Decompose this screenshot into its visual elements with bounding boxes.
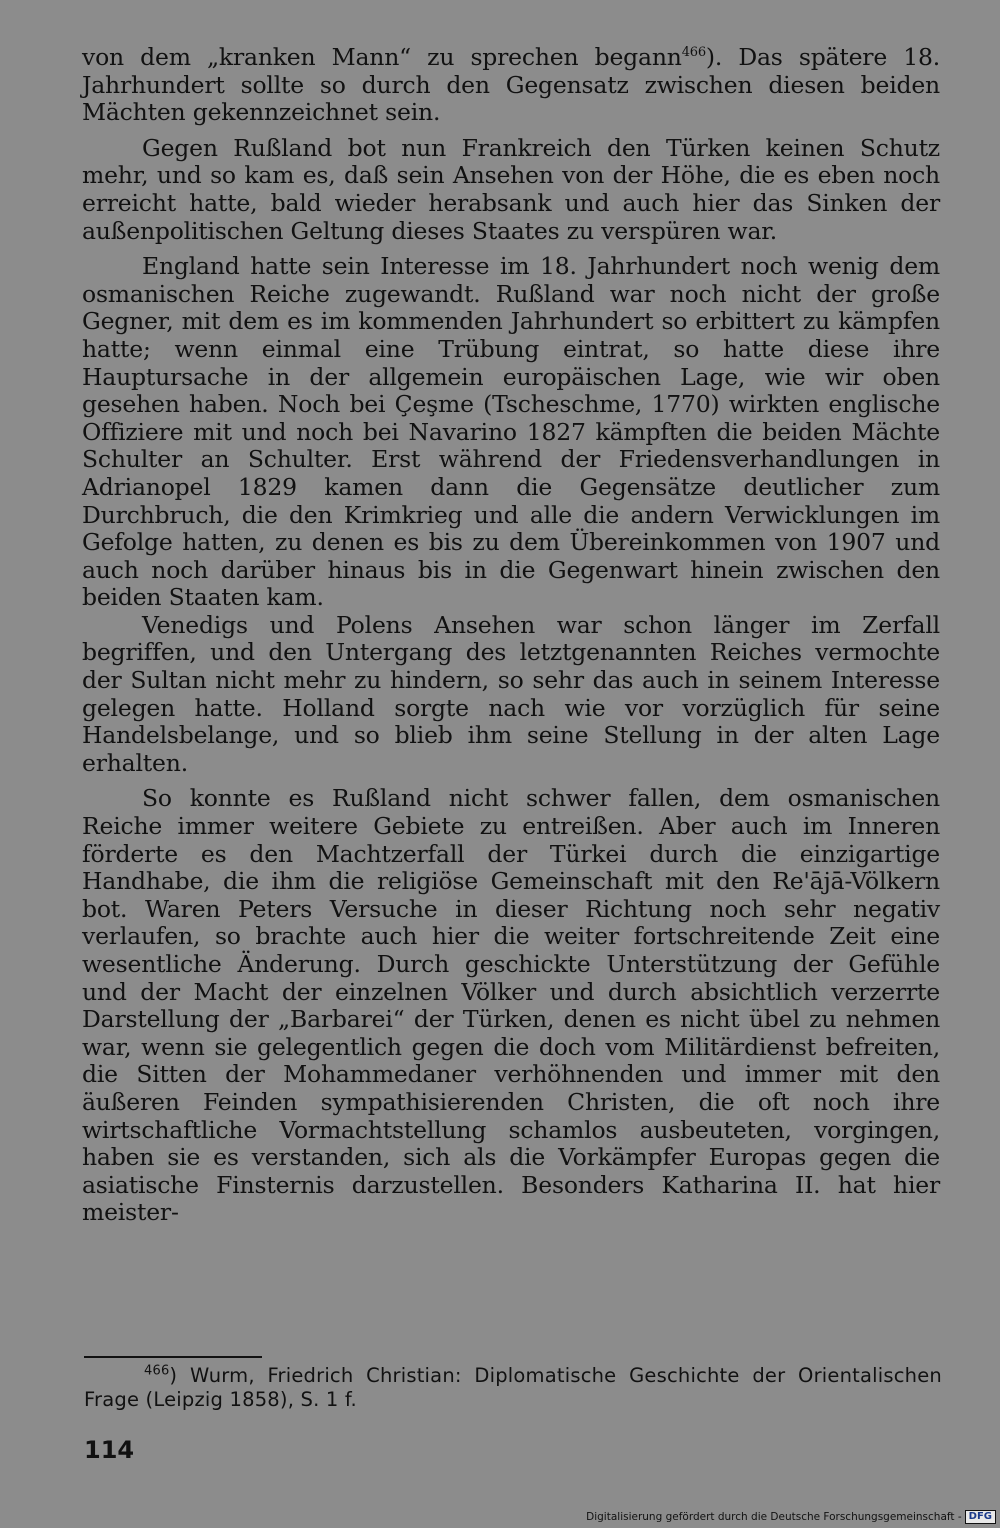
paragraph-3: England hatte sein Interesse im 18. Jahrhundert noch wenig dem osmanischen Reiche zugewandt. Rußland war noch nicht der große Gegner, mit dem es im kommenden Jahrhundert so erbittert zu kämpfen hatte; wenn einmal eine Trübung eintrat, so hatte diese ihre Hauptursache in der allgemein europäischen Lage, wie wir oben gesehen haben. Noch bei Çeşme (Tscheschme, 1770) wirkten englische Offiziere mit und noch bei Navarino 1827 kämpften die beiden Mächte Schulter an Schulter. Erst während der Friedensverhandlungen in Adrianopel 1829 kamen dann die Gegensätze deutlicher zum Durchbruch, die den Krimkrieg und alle die andern Verwicklungen im Gefolge hatten, zu denen es bis zu dem Übereinkommen von 1907 und auch noch darüber hinaus bis in die Gegenwart hinein zwischen den beiden Staaten kam. xyxy=(82,252,940,612)
paragraph-1-tail: ). Das spätere 18. Jahrhundert sollte so durch den Gegensatz zwischen diesen beiden Mächten gekennzeichnet sein. xyxy=(82,43,940,127)
digitization-credit xyxy=(586,1510,996,1524)
footnote-divider xyxy=(84,1356,262,1358)
paragraph-2: Gegen Rußland bot nun Frankreich den Türken keinen Schutz mehr, und so kam es, daß sein Ansehen von der Höhe, die es eben noch erreicht hatte, bald wieder herabsank und auch hier das Sinken der außenpolitischen Geltung dieses Staates zu verspüren war. xyxy=(82,133,940,245)
footnote-line xyxy=(84,1364,942,1412)
footnote-marker: 466 xyxy=(144,1363,170,1379)
footnote-text: ) Wurm, Friedrich Christian: Diplomatische Geschichte der Orientalischen Frage (Leipzig 1858), S. 1 f. xyxy=(84,1364,942,1411)
paragraph-4: Venedigs und Polens Ansehen war schon länger im Zerfall begriffen, und den Untergang des letztgenannten Reiches vermochte der Sultan nicht mehr zu hindern, so sehr das auch in seinem Interesse gelegen hatte. Holland sorgte nach wie vor vorzüglich für seine Handelsbelange, und so blieb ihm seine Stellung in der alten Lage erhalten. xyxy=(82,610,940,777)
page-number: 114 xyxy=(84,1436,135,1464)
paragraph-5: So konnte es Rußland nicht schwer fallen, dem osmanischen Reiche immer weitere Gebiete zu entreißen. Aber auch im Inneren förderte es den Machtzerfall der Türkei durch die einzigartige Handhabe, die ihm die religiöse Gemeinschaft mit den Re'ājā-Völkern bot. Waren Peters Versuche in dieser Richtung noch sehr negativ verlaufen, so brachte auch hier die weiter fortschreitende Zeit eine wesentliche Änderung. Durch geschickte Unterstützung der Gefühle und der Macht der einzelnen Völker und durch absichtlich verzerrte Darstellung der „Barbarei“ der Türken, denen es nicht übel zu nehmen war, wenn sie gelegentlich gegen die doch vom Militärdienst befreiten, die Sitten der Mohammedaner verhöhnenden und immer mit den äußeren Feinden sympathisierenden Christen, die oft noch ihre wirtschaftliche Vormachtstellung schamlos ausbeuteten, vorgingen, haben sie es verstanden, sich als die Vorkämpfer Europas gegen die asiatische Finsternis darzustellen. Besonders Katharina II. hat hier meister- xyxy=(82,784,940,1227)
paragraph-1-text: von dem „kranken Mann“ zu sprechen begann xyxy=(82,43,682,71)
footnote-ref[interactable]: 466 xyxy=(681,45,706,61)
footnote xyxy=(84,1364,942,1412)
body-text xyxy=(82,44,940,1227)
paragraph-1 xyxy=(82,44,940,127)
credit-text: Digitalisierung gefördert durch die Deutsche Forschungsgemeinschaft - xyxy=(586,1511,962,1523)
dfg-logo-icon[interactable]: DFG xyxy=(965,1510,996,1524)
